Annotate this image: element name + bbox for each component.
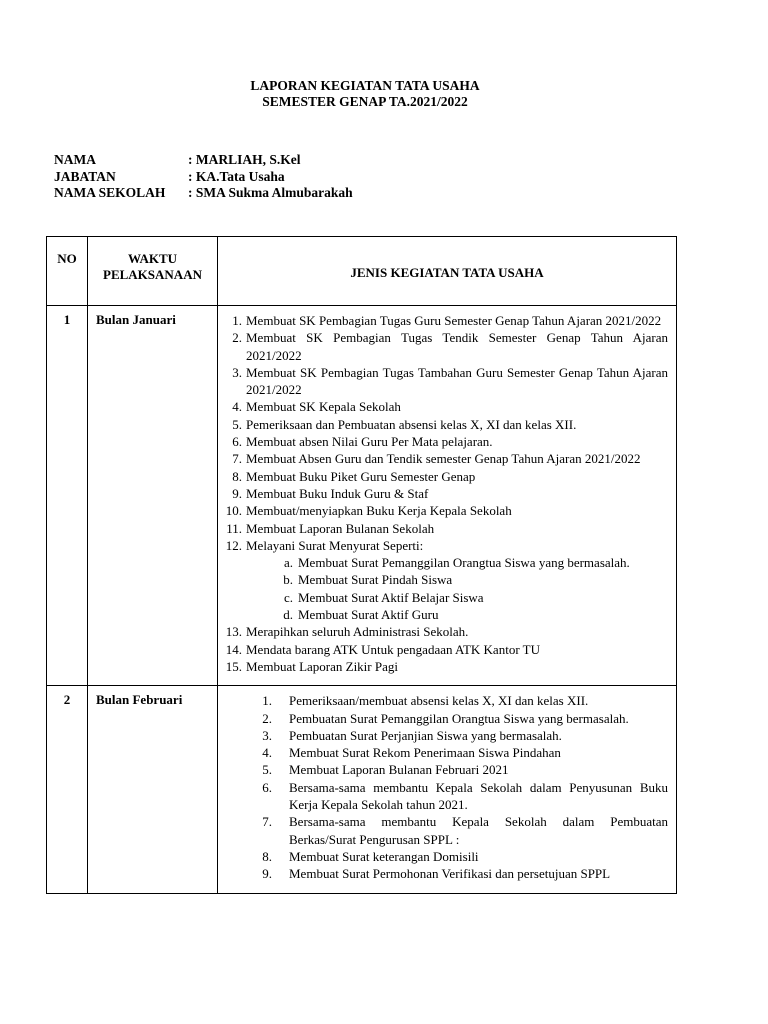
identity-value: : MARLIAH, S.Kel — [188, 152, 301, 167]
title-line-2: SEMESTER GENAP TA.2021/2022 — [262, 94, 468, 109]
identity-key: JABATAN — [54, 168, 116, 184]
activity-item — [218, 658, 668, 675]
activity-item — [218, 813, 668, 848]
item-number: 12. — [225, 537, 242, 553]
row-activities — [218, 686, 677, 893]
item-text: Pembuatan Surat Perjanjian Siswa yang bermasalah. — [289, 727, 562, 743]
item-number: 4. — [262, 745, 272, 761]
item-text: Membuat Surat keterangan Domisili — [289, 848, 479, 864]
item-number: 9. — [232, 485, 242, 501]
item-number: 8. — [262, 848, 272, 864]
row-number: 1 — [47, 306, 88, 686]
item-number: c. — [283, 589, 293, 605]
activity-item — [218, 848, 668, 865]
item-number: 14. — [225, 641, 242, 657]
item-text: Pemeriksaan dan Pembuatan absensi kelas X, XI dan kelas XII. — [246, 416, 577, 432]
identity-value: : KA.Tata Usaha — [188, 168, 285, 184]
row-period: Bulan Januari — [88, 306, 218, 686]
item-number: a. — [283, 555, 293, 571]
header-jenis: JENIS KEGIATAN TATA USAHA — [218, 237, 677, 306]
identity-key: NAMA — [54, 152, 96, 167]
item-text: Membuat SK Pembagian Tugas Guru Semester Genap Tahun Ajaran 2021/2022 — [246, 313, 662, 328]
title-line-1: LAPORAN KEGIATAN TATA USAHA — [250, 78, 480, 93]
item-number: 6. — [262, 779, 272, 795]
item-text: Pembuatan Surat Pemanggilan Orangtua Siswa yang bermasalah. — [289, 710, 629, 726]
item-number: 7. — [232, 451, 242, 467]
activity-subitem — [218, 554, 668, 571]
item-text: Membuat Surat Rekom Penerimaan Siswa Pindahan — [289, 745, 561, 761]
activity-item — [218, 485, 668, 502]
activity-item — [218, 744, 668, 761]
activity-item — [218, 312, 668, 329]
table-row — [47, 306, 677, 686]
item-number: 3. — [232, 364, 242, 380]
item-number: 15. — [225, 658, 242, 674]
activity-subitem — [218, 606, 668, 623]
row-number: 2 — [47, 686, 88, 893]
item-number: 10. — [225, 503, 242, 519]
item-number: b. — [283, 572, 293, 588]
item-number: 4. — [232, 399, 242, 415]
activity-item — [218, 865, 668, 882]
item-text: Mendata barang ATK Untuk pengadaan ATK Kantor TU — [246, 641, 540, 657]
header-waktu — [88, 237, 218, 306]
activity-item — [218, 641, 668, 658]
header-waktu-line1: WAKTU — [127, 251, 178, 266]
item-number: 2. — [262, 710, 272, 726]
item-text: Membuat Surat Pemanggilan Orangtua Siswa yang bermasalah. — [298, 555, 630, 571]
activity-table — [46, 236, 677, 894]
table-header-row — [47, 237, 677, 306]
identity-value: : SMA Sukma Almubarakah — [188, 185, 353, 200]
item-number: 2. — [232, 330, 242, 346]
item-number: 5. — [262, 762, 272, 778]
identity-key: NAMA SEKOLAH — [54, 185, 166, 200]
activity-item — [218, 416, 668, 433]
activity-item — [218, 692, 668, 709]
item-text: Merapihkan seluruh Administrasi Sekolah. — [246, 624, 469, 640]
activity-item — [218, 623, 668, 640]
item-number: 8. — [232, 468, 242, 484]
activity-item — [218, 329, 668, 364]
activity-item — [218, 779, 668, 814]
item-text: Membuat Surat Aktif Guru — [298, 607, 439, 623]
item-text: Pemeriksaan/membuat absensi kelas X, XI dan kelas XII. — [289, 693, 589, 709]
identity-row-jabatan — [54, 169, 353, 186]
item-text: Membuat Surat Aktif Belajar Siswa — [298, 589, 484, 605]
item-number: d. — [283, 607, 293, 623]
activity-item — [218, 468, 668, 485]
header-no: NO — [47, 237, 88, 306]
activity-item — [218, 398, 668, 415]
item-number: 5. — [232, 416, 242, 432]
item-number: 6. — [232, 434, 242, 450]
item-text: Membuat Absen Guru dan Tendik semester Genap Tahun Ajaran 2021/2022 — [246, 451, 641, 467]
item-text: Bersama-sama membantu Kepala Sekolah dalam Penyusunan Buku Kerja Kepala Sekolah tahun 2021. — [289, 779, 668, 813]
activity-subitem — [218, 571, 668, 588]
activity-item — [218, 450, 668, 467]
identity-row-sekolah — [54, 185, 353, 202]
item-text: Melayani Surat Menyurat Seperti: — [246, 537, 424, 553]
item-number: 11. — [226, 520, 242, 536]
activity-subitem — [218, 589, 668, 606]
item-text: Membuat SK Pembagian Tugas Tambahan Guru Semester Genap Tahun Ajaran 2021/2022 — [246, 364, 668, 398]
item-text: Membuat Laporan Zikir Pagi — [246, 658, 398, 674]
activity-item — [218, 761, 668, 778]
activity-item — [218, 364, 668, 399]
identity-row-nama — [54, 152, 353, 169]
activity-item — [218, 710, 668, 727]
item-number: 7. — [262, 814, 272, 830]
identity-block — [54, 152, 353, 202]
report-title — [0, 78, 730, 110]
table-row — [47, 686, 677, 893]
activity-item — [218, 502, 668, 519]
item-text: Membuat SK Pembagian Tugas Tendik Semester Genap Tahun Ajaran 2021/2022 — [246, 330, 668, 363]
item-text: Membuat SK Kepala Sekolah — [246, 399, 401, 415]
item-text: Membuat Buku Piket Guru Semester Genap — [246, 468, 476, 484]
item-number: 1. — [262, 693, 272, 709]
row-activities — [218, 306, 677, 686]
item-text: Bersama-sama membantu Kepala Sekolah dalam Pembuatan Berkas/Surat Pengurusan SPPL : — [289, 814, 668, 847]
activity-item — [218, 520, 668, 537]
item-number: 9. — [262, 866, 272, 882]
item-text: Membuat Surat Permohonan Verifikasi dan persetujuan SPPL — [289, 866, 611, 882]
item-text: Membuat Laporan Bulanan Februari 2021 — [289, 762, 509, 778]
row-period: Bulan Februari — [88, 686, 218, 893]
header-waktu-line2: PELAKSANAAN — [103, 267, 202, 282]
item-text: Membuat absen Nilai Guru Per Mata pelajaran. — [246, 434, 493, 450]
activity-item — [218, 537, 668, 554]
item-text: Membuat Laporan Bulanan Sekolah — [246, 520, 435, 536]
item-text: Membuat Buku Induk Guru & Staf — [246, 485, 429, 501]
item-number: 1. — [232, 313, 242, 328]
activity-item — [218, 433, 668, 450]
item-text: Membuat/menyiapkan Buku Kerja Kepala Sekolah — [246, 503, 512, 519]
item-text: Membuat Surat Pindah Siswa — [298, 572, 453, 588]
item-number: 3. — [262, 727, 272, 743]
item-number: 13. — [225, 624, 242, 640]
activity-item — [218, 727, 668, 744]
